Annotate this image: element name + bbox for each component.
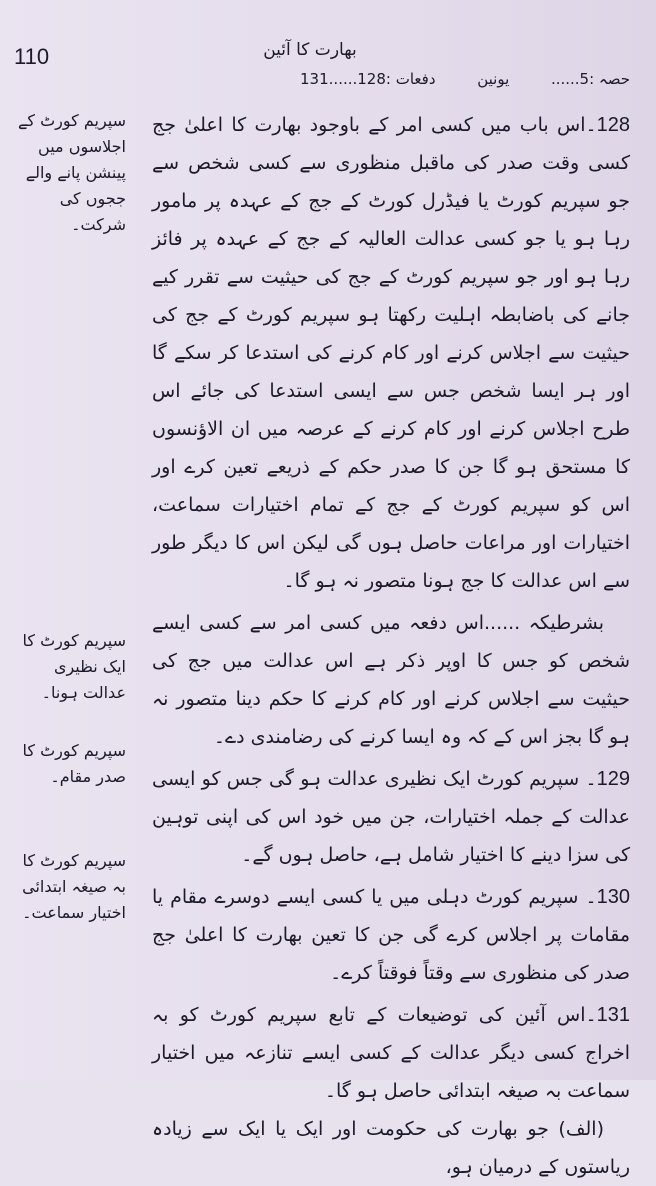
articles-label: دفعات :128......131 <box>300 70 436 88</box>
article-text: ۔ سپریم کورٹ ایک نظیری عدالت ہو گی جس کو ایسی عدالت کے جملہ اختیارات، جن میں خود اس کی اپنی توہین کی سزا دینے کا اختیار شامل ہے، حاصل ہوں گے۔ <box>152 768 630 866</box>
article-128 <box>152 106 630 600</box>
article-text: ۔اس آئین کی توضیعات کے تابع سپریم کورٹ کو بہ اخراج کسی دیگر عدالت کے کسی ایسے تنازعہ میں اختیار سماعت بہ صیغہ ابتدائی حاصل ہو گا۔ <box>152 1004 630 1102</box>
article-text: ۔اس باب میں کسی امر کے باوجود بھارت کا اعلیٰ جج کسی وقت صدر کی ماقبل منظوری سے کسی شخص سے جو سپریم کورٹ یا فیڈرل کورٹ کے جج کے عہدہ پر مامور رہا ہو یا جو کسی عدالت العالیہ کے جج کے عہدہ پر فائز رہا ہو اور جو سپریم کورٹ کے جج کی حیثیت سے تقرر کیے جانے کی باضابطہ اہلیت رکھتا ہو سپریم کورٹ کے جج کی حیثیت سے اجلاس کرنے اور کام کرنے کی استدعا کر سکے گا اور ہر ایسا شخص جس سے ایسی استدعا کی جائے اس طرح اجلاس کرنے اور کام کرنے کے عرصہ میں ان الاؤنسوں کا مستحق ہو گا جن کا صدر حکم کے ذریعے تعین کرے اور اس کو سپریم کورٹ کے جج کے تمام اختیارات سماعت، اختیارات اور مراعات حاصل ہوں گی لیکن اس کا دیگر طور سے اس عدالت کا جج ہونا متصور نہ ہو گا۔ <box>152 114 630 592</box>
article-number: 128 <box>596 114 630 136</box>
part-label: حصہ :5...... <box>550 70 630 88</box>
section-header <box>300 70 630 88</box>
article-131 <box>152 996 630 1110</box>
page-number: 110 <box>14 44 50 69</box>
chapter-label: یونین <box>477 70 510 88</box>
margin-note-130: سپریم کورٹ کا صدر مقام۔ <box>22 741 126 786</box>
proviso: بشرطیکہ ......اس دفعہ میں کسی امر سے کسی ایسے شخص کو جس کا اوپر ذکر ہے اس عدالت میں جج کی حیثیت سے اجلاس کرنے اور کام کرنے کا حکم دینا متصور نہ ہو گا بجز اس کے کہ وہ ایسا کرنے کی رضامندی دے۔ <box>152 612 630 748</box>
article-129 <box>152 760 630 874</box>
margin-note-128: سپریم کورٹ کے اجلاسوں میں پینشن پانے والے ججوں کی شرکت۔ <box>18 111 126 234</box>
article-number: 131 <box>596 1004 630 1026</box>
running-title: بھارت کا آئین <box>263 40 357 60</box>
article-number: 130 <box>596 886 630 908</box>
clause-a: (الف) جو بھارت کی حکومت اور ایک یا ایک سے زیادہ ریاستوں کے درمیان ہو، <box>152 1118 630 1178</box>
article-text: ۔ سپریم کورٹ دہلی میں یا کسی ایسے دوسرے مقام یا مقامات پر اجلاس کرے گی جن کا تعین بھارت کا اعلیٰ جج صدر کی منظوری سے وقتاً فوقتاً کرے۔ <box>152 886 630 984</box>
margin-note-129: سپریم کورٹ کا ایک نظیری عدالت ہونا۔ <box>22 631 126 702</box>
main-text <box>152 106 630 1186</box>
margin-note-131: سپریم کورٹ کا بہ صیغہ ابتدائی اختیار سماعت۔ <box>22 851 126 922</box>
article-number: 129 <box>596 768 630 790</box>
article-130 <box>152 878 630 992</box>
